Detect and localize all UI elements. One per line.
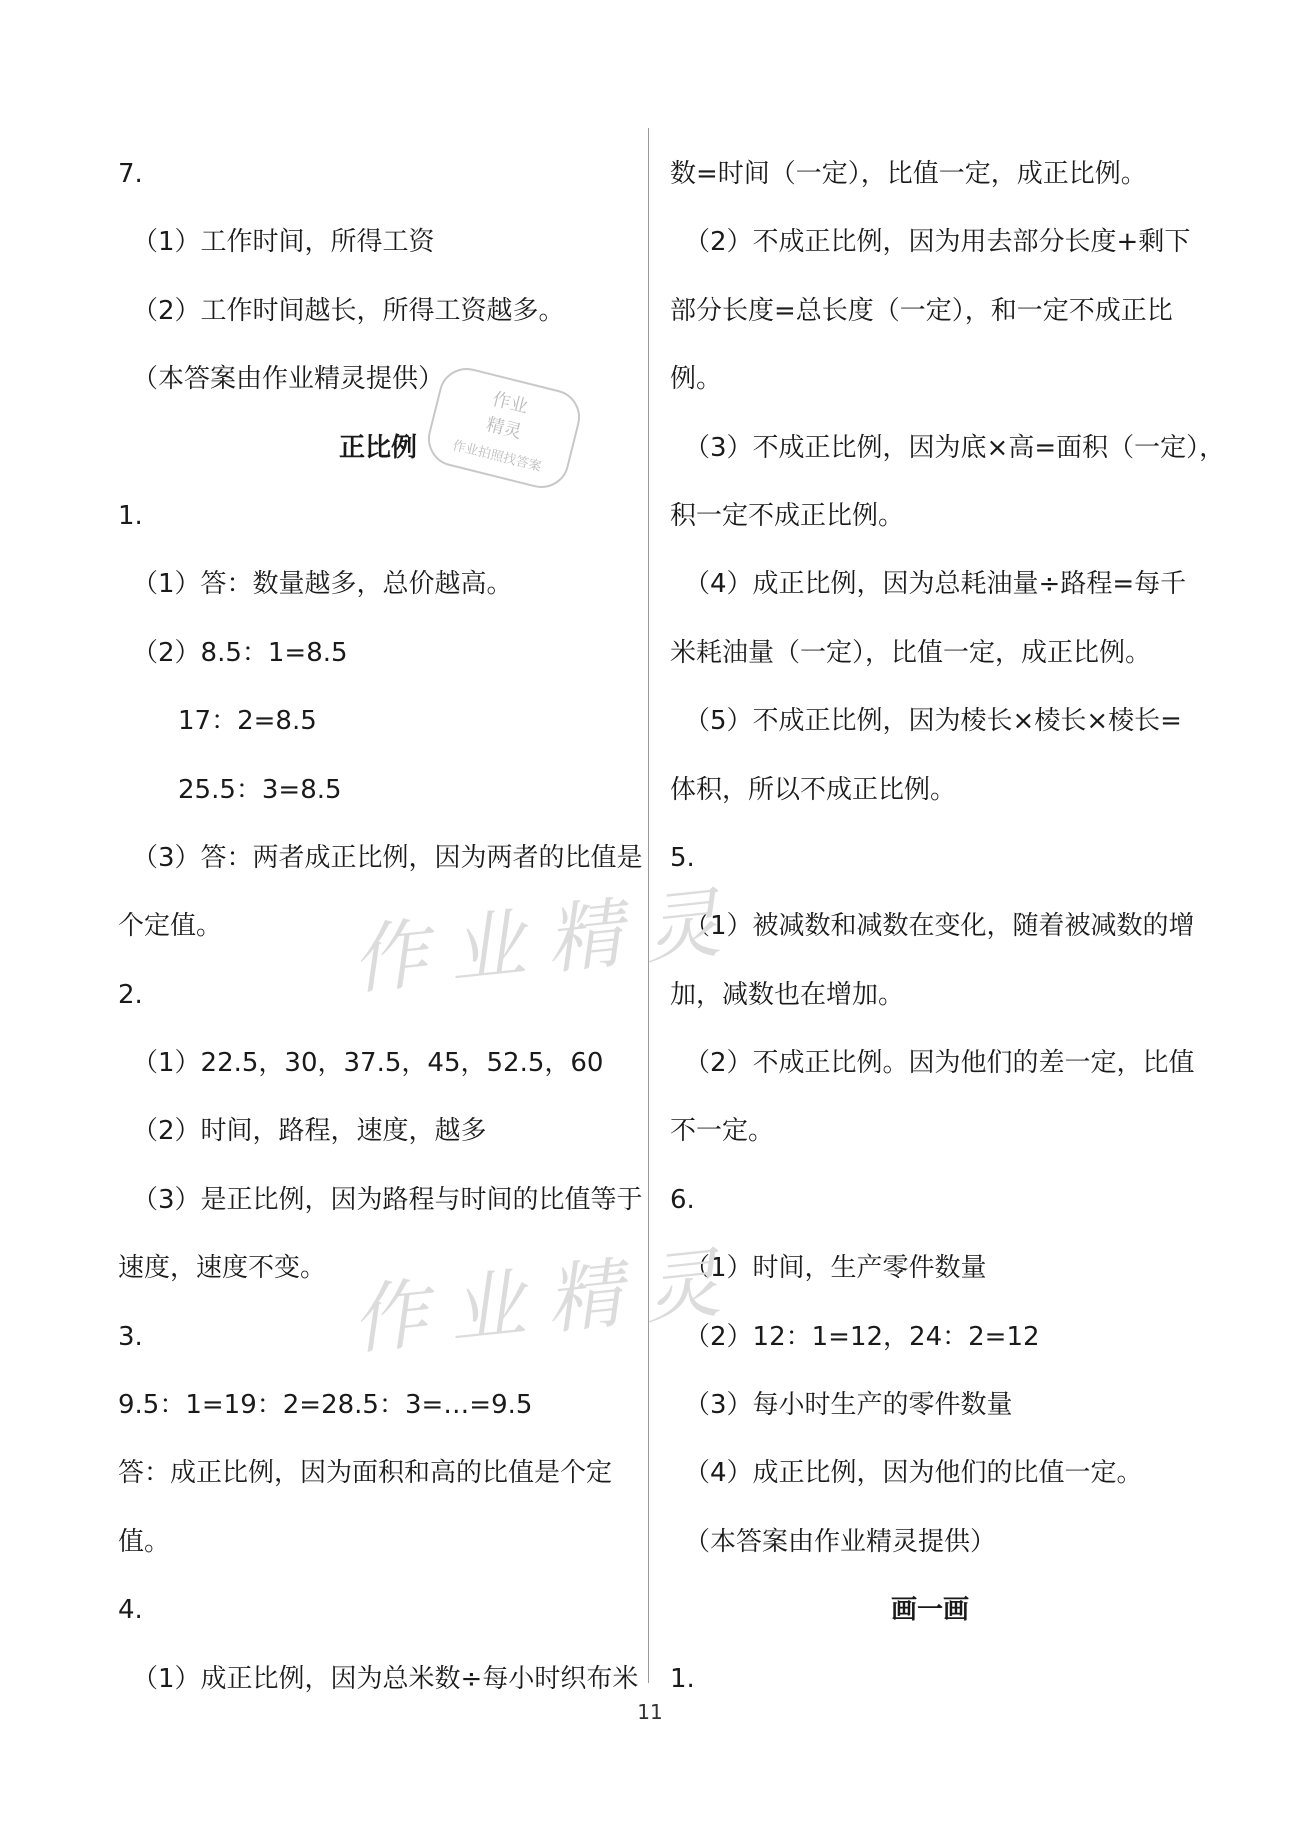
watermark: 作业精灵 [347,1235,747,1366]
question-number: 4. [118,1595,143,1626]
source-note: （本答案由作业精灵提供） [132,364,445,395]
question-number: 6. [670,1184,695,1215]
right-column [670,140,1226,1713]
answer-line: （4）成正比例，因为总耗油量÷路程=每千 [684,569,1187,600]
source-note: （本答案由作业精灵提供） [684,1526,997,1557]
answer-line: （2）不成正比例。因为他们的差一定，比值 [684,1048,1195,1079]
answer-line: 值。 [118,1526,171,1557]
question-number: 1. [118,500,143,531]
answer-line: （1）被减数和减数在变化，随着被减数的增 [684,911,1195,942]
section-heading: 画一画 [890,1595,969,1626]
answer-line: （2）12：1=12，24：2=12 [684,1321,1040,1352]
answer-line: 加，减数也在增加。 [670,979,905,1010]
answer-line: 米耗油量（一定），比值一定，成正比例。 [670,637,1152,668]
answer-line: 25.5：3=8.5 [178,774,342,805]
answer-line: （3）答：两者成正比例，因为两者的比值是 [132,842,643,873]
answer-line: 速度，速度不变。 [118,1253,327,1284]
answer-line: （2）不成正比例，因为用去部分长度+剩下 [684,227,1191,258]
stamp-line: 精灵 [483,413,524,444]
answer-line: （2）时间，路程，速度，越多 [132,1116,487,1147]
watermark: 作业精灵 [347,875,747,1006]
question-number: 7. [118,159,143,189]
answer-line: 部分长度=总长度（一定），和一定不成正比 [670,295,1173,326]
page-number: 11 [637,1700,663,1724]
answer-line: 数=时间（一定），比值一定，成正比例。 [670,159,1147,189]
question-number: 2. [118,979,143,1010]
answer-line: （2）工作时间越长，所得工资越多。 [132,295,565,326]
answer-line: 答：成正比例，因为面积和高的比值是个定 [118,1458,613,1489]
answer-line: （1）时间，生产零件数量 [684,1253,987,1284]
answer-line: 个定值。 [118,911,223,942]
stamp-line: 作业拍照找答案 [450,438,543,475]
answer-line: 例。 [670,364,723,395]
answer-line: （3）是正比例，因为路程与时间的比值等于 [132,1184,643,1215]
answer-line: 17：2=8.5 [178,706,317,737]
answer-line: （1）工作时间，所得工资 [132,227,435,258]
answer-line: （1）22.5，30，37.5，45，52.5，60 [132,1048,604,1079]
answer-line: （3）不成正比例，因为底×高=面积（一定）， [684,432,1226,463]
answer-line: （4）成正比例，因为他们的比值一定。 [684,1458,1143,1489]
answer-line: （1）成正比例，因为总米数÷每小时织布米 [132,1663,639,1694]
question-number: 1. [670,1663,695,1694]
answer-line: （2）8.5：1=8.5 [132,637,348,668]
answer-line: （3）每小时生产的零件数量 [684,1390,1013,1421]
section-heading: 正比例 [338,432,417,463]
answer-line: （1）答：数量越多，总价越高。 [132,569,513,600]
answer-line: 9.5：1=19：2=28.5：3=…=9.5 [118,1390,533,1421]
answer-line: 不一定。 [670,1116,775,1147]
question-number: 5. [670,842,695,873]
question-number: 3. [118,1321,143,1352]
answer-line: （5）不成正比例，因为棱长×棱长×棱长= [684,706,1182,737]
answer-line: 体积，所以不成正比例。 [670,774,957,805]
stamp-line: 作业 [490,388,531,418]
answer-line: 积一定不成正比例。 [670,500,905,531]
